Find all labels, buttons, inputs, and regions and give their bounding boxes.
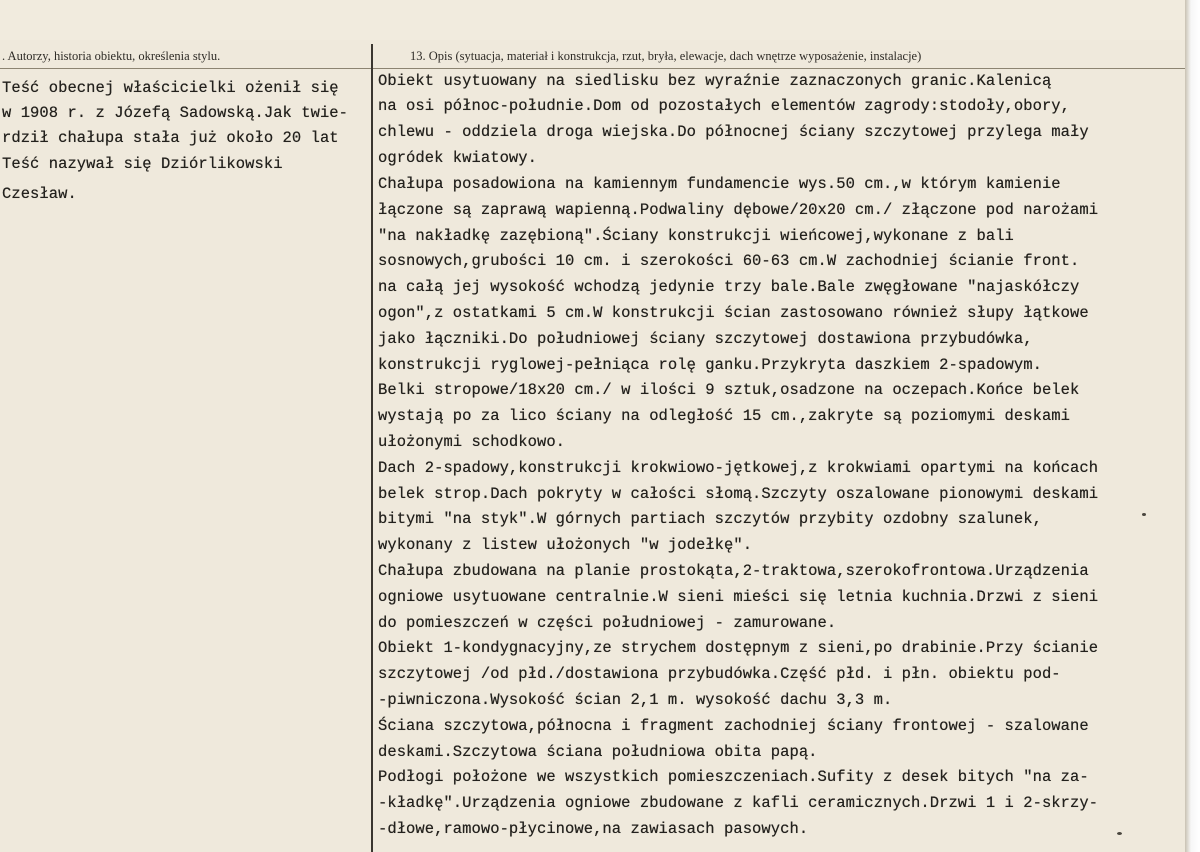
right-text-line: ogon",z ostatkami 5 cm.W konstrukcji ścian zastosowano również słupy łątkowe bbox=[378, 304, 1089, 322]
right-text-line: Chałupa zbudowana na planie prostokąta,2-traktowa,szerokofrontowa.Urządzenia bbox=[378, 562, 1089, 580]
left-text-line: Teść nazywał się Dziórlikowski bbox=[2, 155, 283, 173]
right-text-line: łączone są zaprawą wapienną.Podwaliny dębowe/20x20 cm./ złączone pod narożami bbox=[378, 201, 1099, 219]
right-text-line: belek strop.Dach pokryty w całości słomą.Szczyty oszalowane pionowymi deskami bbox=[378, 485, 1099, 503]
left-text-line: Czesław. bbox=[2, 185, 77, 203]
card-edge-shadow bbox=[1185, 0, 1200, 852]
right-text-line: na całą jej wysokość wchodzą jedynie trzy bale.Bale zwęgłowane "najaskółczy bbox=[378, 278, 1080, 296]
left-text-line: w 1908 r. z Józefą Sadowską.Jak twie- bbox=[2, 104, 349, 122]
right-text-line: ogniowe usytuowane centralnie.W sieni mieści się letnia kuchnia.Drzwi z sieni bbox=[378, 588, 1099, 606]
right-text-line: ułożonymi schodkowo. bbox=[378, 433, 566, 451]
right-text-line: Chałupa posadowiona na kamiennym fundamencie wys.50 cm.,w którym kamienie bbox=[378, 175, 1061, 193]
card-top-margin bbox=[0, 0, 1185, 40]
right-text-line: chlewu - oddziela droga wiejska.Do północnej ściany szczytowej przylega mały bbox=[378, 123, 1089, 141]
right-text-line: Podłogi położone we wszystkich pomieszczeniach.Sufity z desek bitych "na za- bbox=[378, 768, 1089, 786]
right-text-line: -kładkę".Urządzenia ogniowe zbudowane z kafli ceramicznych.Drzwi 1 i 2-skrzy- bbox=[378, 794, 1099, 812]
right-text-line: sosnowych,grubości 10 cm. i szerokości 60-63 cm.W zachodniej ścianie front. bbox=[378, 252, 1080, 270]
right-text-line: "na nakładkę zazębioną".Ściany konstrukcji wieńcowej,wykonane z bali bbox=[378, 227, 1014, 245]
header-rule bbox=[0, 68, 1185, 69]
right-text-line: deskami.Szczytowa ściana południowa obita papą. bbox=[378, 743, 818, 761]
ink-speck bbox=[1142, 513, 1146, 516]
right-text-line: ogródek kwiatowy. bbox=[378, 149, 537, 167]
right-text-line: wykonany z listew ułożonych "w jodełkę". bbox=[378, 536, 753, 554]
ink-speck bbox=[1117, 832, 1122, 835]
right-text-line: bitymi "na styk".W górnych partiach szczytów przybity ozdobny szalunek, bbox=[378, 510, 1042, 528]
right-text-line: Ściana szczytowa,północna i fragment zachodniej ściany frontowej - szalowane bbox=[378, 717, 1089, 735]
right-text-line: Belki stropowe/18x20 cm./ w ilości 9 sztuk,osadzone na oczepach.Końce belek bbox=[378, 381, 1080, 399]
right-text-line: szczytowej /od płd./dostawiona przybudówka.Część płd. i płn. obiektu pod- bbox=[378, 665, 1061, 683]
right-text-line: do pomieszczeń w części południowej - zamurowane. bbox=[378, 614, 837, 632]
left-text-line: Teść obecnej właścicielki ożenił się bbox=[2, 79, 339, 97]
right-text-line: wystają po za lico ściany na odległość 15 cm.,zakryte są poziomymi deskami bbox=[378, 407, 1071, 425]
right-text-line: -piwniczona.Wysokość ścian 2,1 m. wysokość dachu 3,3 m. bbox=[378, 691, 893, 709]
right-text-line: jako łączniki.Do południowej ściany szczytowej dostawiona przybudówka, bbox=[378, 330, 1033, 348]
right-text-line: Dach 2-spadowy,konstrukcji krokwiowo-jętkowej,z krokwiami opartymi na końcach bbox=[378, 459, 1099, 477]
right-column-heading: 13. Opis (sytuacja, materiał i konstrukcja, rzut, bryła, elewacje, dach wnętrze wyposażenie, instalacje) bbox=[410, 49, 922, 63]
left-column-heading: . Autorzy, historia obiektu, określenia stylu. bbox=[2, 49, 221, 63]
right-text-line: -dłowe,ramowo-płycinowe,na zawiasach pasowych. bbox=[378, 820, 809, 838]
right-text-line: na osi północ-południe.Dom od pozostałych elementów zagrody:stodoły,obory, bbox=[378, 97, 1071, 115]
left-text-line: rdził chałupa stała już około 20 lat bbox=[2, 129, 339, 147]
right-text-line: konstrukcji ryglowej-pełniąca rolę ganku.Przykryta daszkiem 2-spadowym. bbox=[378, 356, 1042, 374]
column-divider bbox=[371, 44, 373, 852]
right-text-line: Obiekt 1-kondygnacyjny,ze strychem dostępnym z sieni,po drabinie.Przy ścianie bbox=[378, 639, 1099, 657]
right-text-line: Obiekt usytuowany na siedlisku bez wyraźnie zaznaczonych granic.Kalenicą bbox=[378, 72, 1052, 90]
